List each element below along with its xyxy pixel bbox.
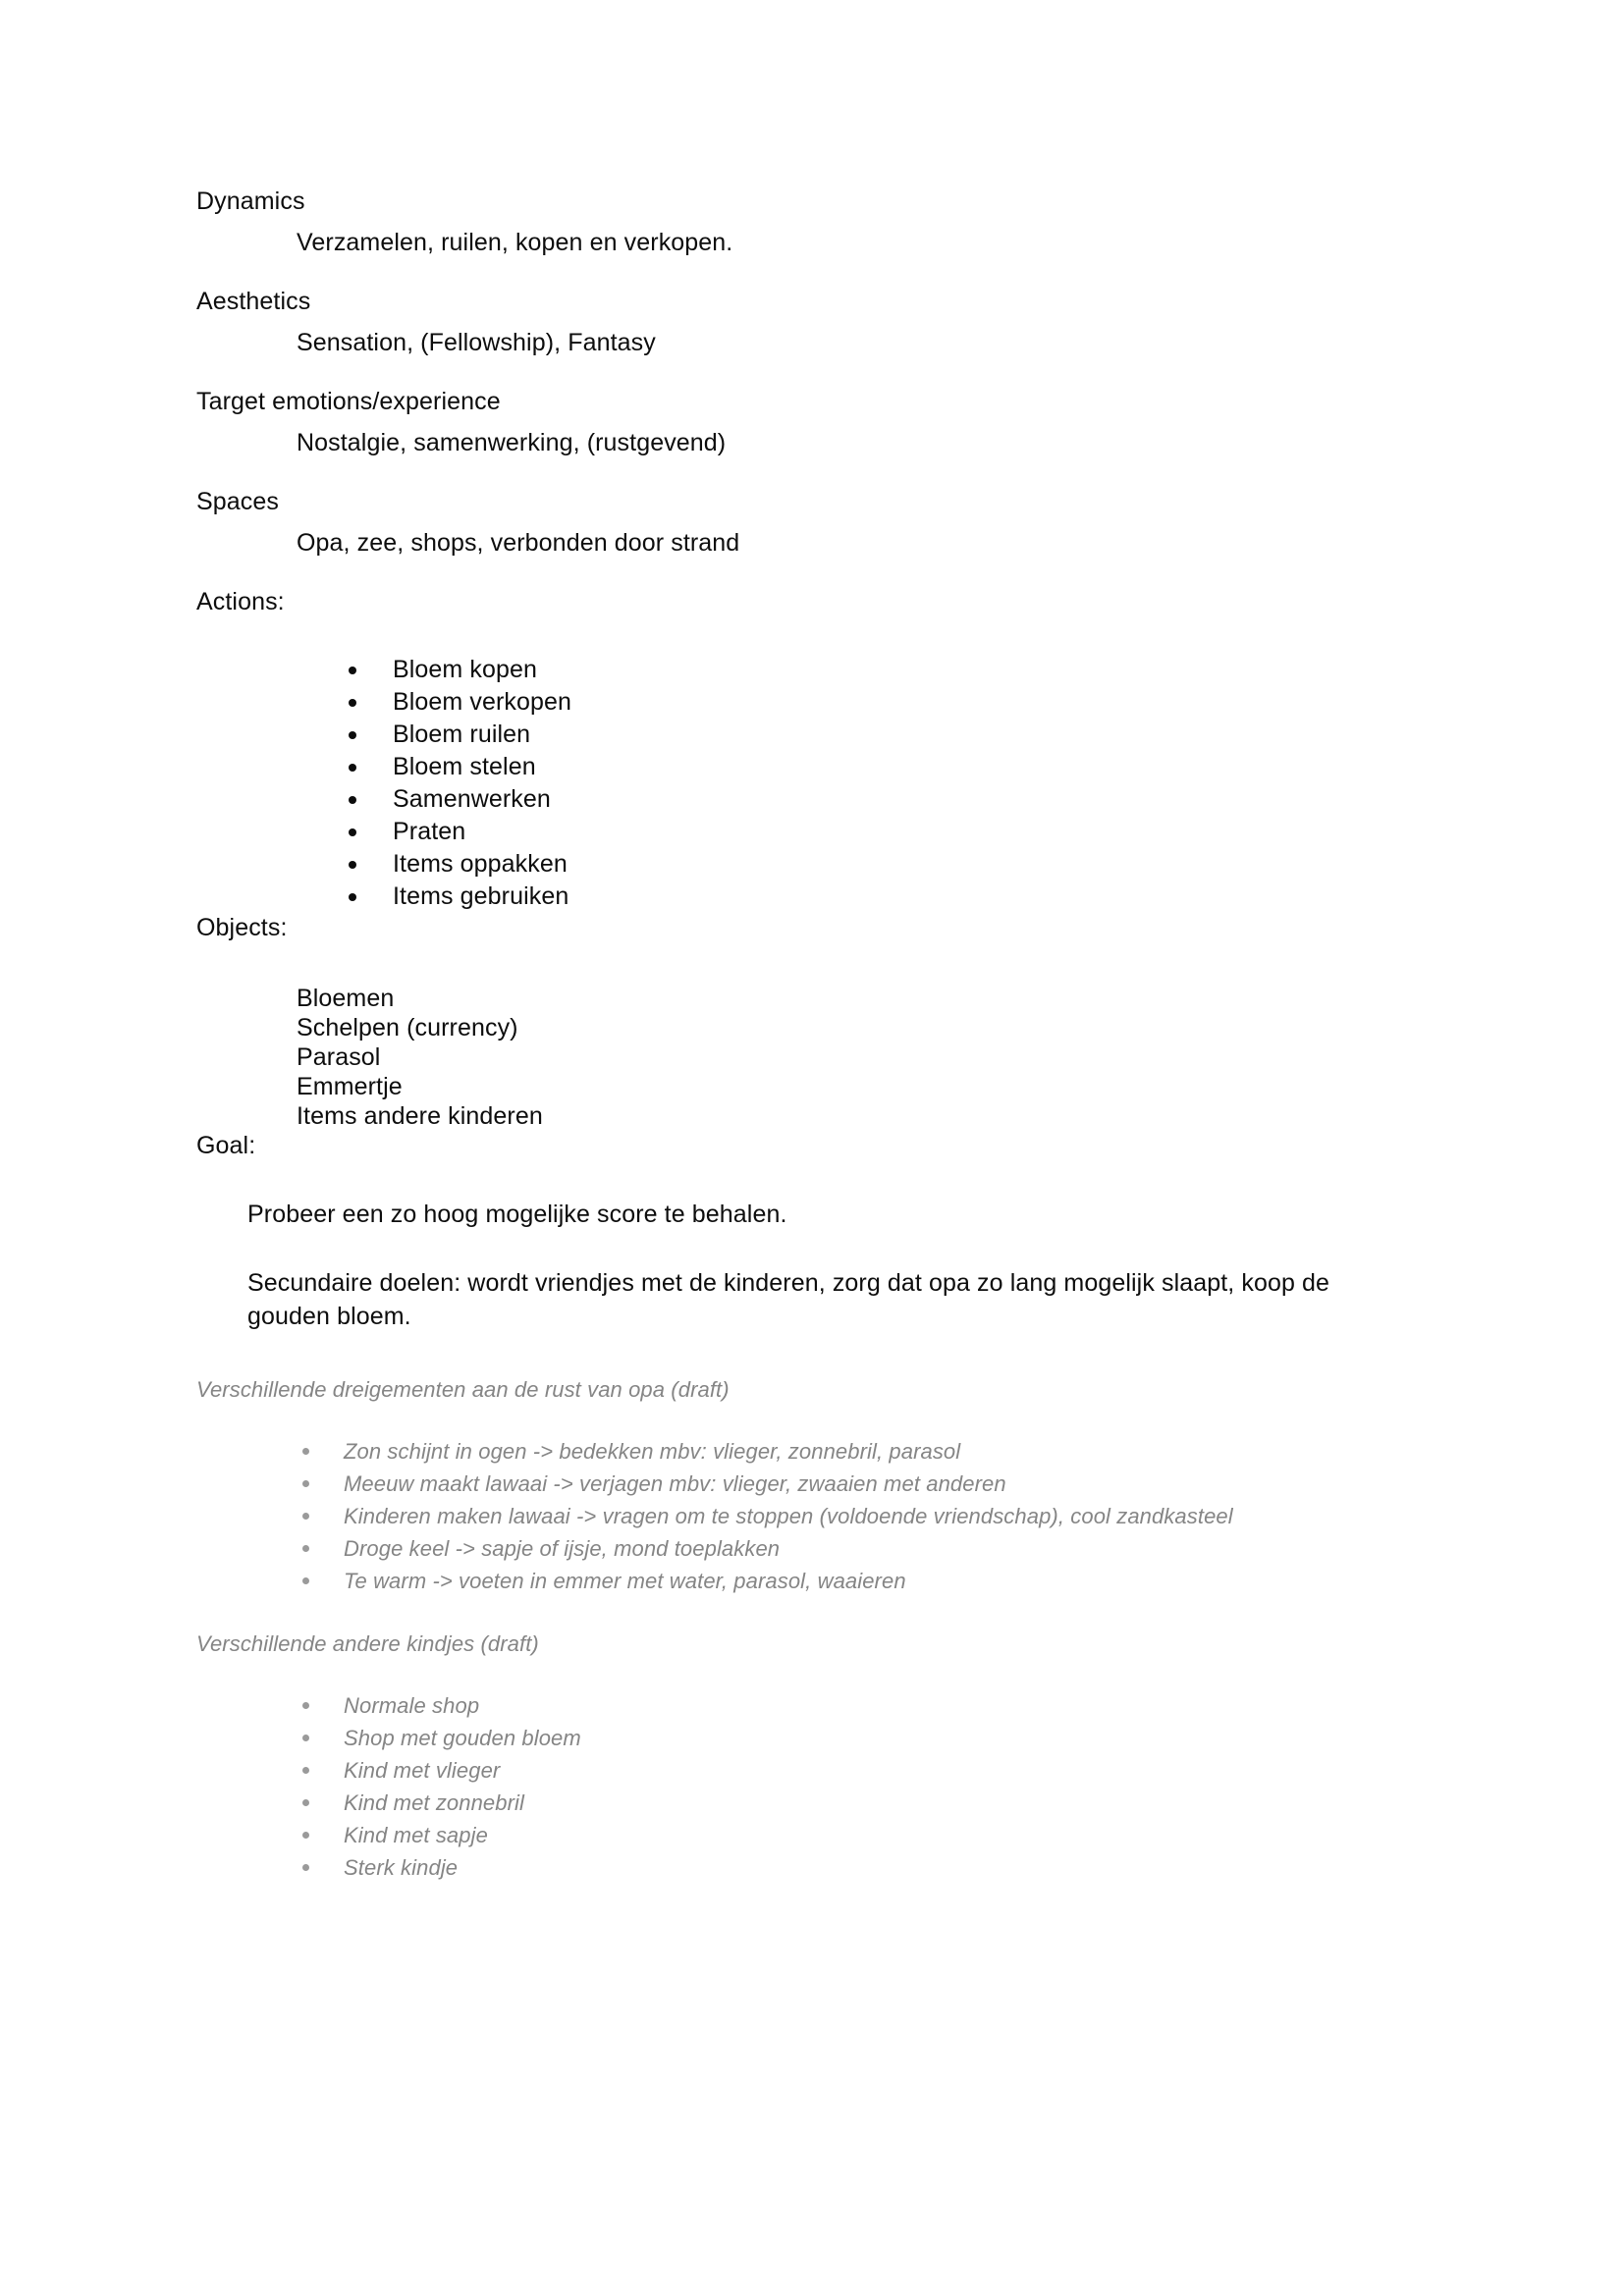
draft-children-list xyxy=(196,1689,1428,1884)
list-item: Kinderen maken lawaai -> vragen om te stoppen (voldoende vriendschap), cool zandkasteel xyxy=(196,1500,1428,1532)
list-item: Sterk kindje xyxy=(196,1851,1428,1884)
list-item: Items oppakken xyxy=(196,848,1428,881)
list-item: Bloem verkopen xyxy=(196,686,1428,719)
draft-heading-threats: Verschillende dreigementen aan de rust van opa (draft) xyxy=(196,1377,730,1402)
spacer xyxy=(196,369,1428,387)
spacer xyxy=(196,1351,1428,1376)
list-item: Samenwerken xyxy=(196,783,1428,816)
spacer xyxy=(196,1672,1428,1689)
spacer xyxy=(196,1597,1428,1630)
spacer xyxy=(196,954,1428,984)
draft-heading-children: Verschillende andere kindjes (draft) xyxy=(196,1631,539,1656)
list-item: Bloemen xyxy=(297,985,395,1012)
spacer xyxy=(196,1417,1428,1435)
goal-secondary-text: Secundaire doelen: wordt vriendjes met de kinderen, zorg dat opa zo lang mogelijk slaapt, koop de gouden bloem. xyxy=(247,1269,1330,1330)
section-text-target-emotions: Nostalgie, samenwerking, (rustgevend) xyxy=(297,429,727,456)
list-item: Praten xyxy=(196,816,1428,848)
section-heading-aesthetics: Aesthetics xyxy=(196,288,311,315)
list-item: Items gebruiken xyxy=(196,881,1428,913)
spacer xyxy=(196,569,1428,587)
list-item: Kind met sapje xyxy=(196,1819,1428,1851)
list-item: Shop met gouden bloem xyxy=(196,1722,1428,1754)
list-item: Bloem ruilen xyxy=(196,719,1428,751)
list-item: Kind met zonnebril xyxy=(196,1787,1428,1819)
list-item: Parasol xyxy=(297,1043,381,1071)
list-item: Meeuw maakt lawaai -> verjagen mbv: vlieger, zwaaien met anderen xyxy=(196,1468,1428,1500)
list-item: Zon schijnt in ogen -> bedekken mbv: vlieger, zonnebril, parasol xyxy=(196,1435,1428,1468)
goal-primary-text: Probeer een zo hoog mogelijke score te behalen. xyxy=(247,1201,787,1228)
spacer xyxy=(196,628,1428,654)
list-item: Te warm -> voeten in emmer met water, parasol, waaieren xyxy=(196,1565,1428,1597)
section-heading-objects: Objects: xyxy=(196,914,288,941)
list-item: Bloem kopen xyxy=(196,654,1428,686)
section-heading-target-emotions: Target emotions/experience xyxy=(196,388,501,415)
spacer xyxy=(196,469,1428,487)
section-heading-spaces: Spaces xyxy=(196,488,279,515)
section-text-aesthetics: Sensation, (Fellowship), Fantasy xyxy=(297,329,656,356)
objects-list xyxy=(196,984,1428,1131)
section-heading-dynamics: Dynamics xyxy=(196,187,305,215)
list-item: Items andere kinderen xyxy=(297,1102,543,1130)
spacer xyxy=(196,1172,1428,1198)
actions-list xyxy=(196,654,1428,913)
list-item: Normale shop xyxy=(196,1689,1428,1722)
draft-threats-list xyxy=(196,1435,1428,1597)
spacer xyxy=(196,1249,1428,1266)
list-item: Emmertje xyxy=(297,1073,403,1100)
document-body xyxy=(196,187,1428,1884)
section-text-spaces: Opa, zee, shops, verbonden door strand xyxy=(297,529,740,557)
list-item: Bloem stelen xyxy=(196,751,1428,783)
list-item: Kind met vlieger xyxy=(196,1754,1428,1787)
spacer xyxy=(196,269,1428,287)
list-item: Schelpen (currency) xyxy=(297,1014,518,1041)
section-text-dynamics: Verzamelen, ruilen, kopen en verkopen. xyxy=(297,229,733,256)
list-item: Droge keel -> sapje of ijsje, mond toeplakken xyxy=(196,1532,1428,1565)
section-heading-goal: Goal: xyxy=(196,1132,256,1159)
section-heading-actions: Actions: xyxy=(196,588,285,615)
